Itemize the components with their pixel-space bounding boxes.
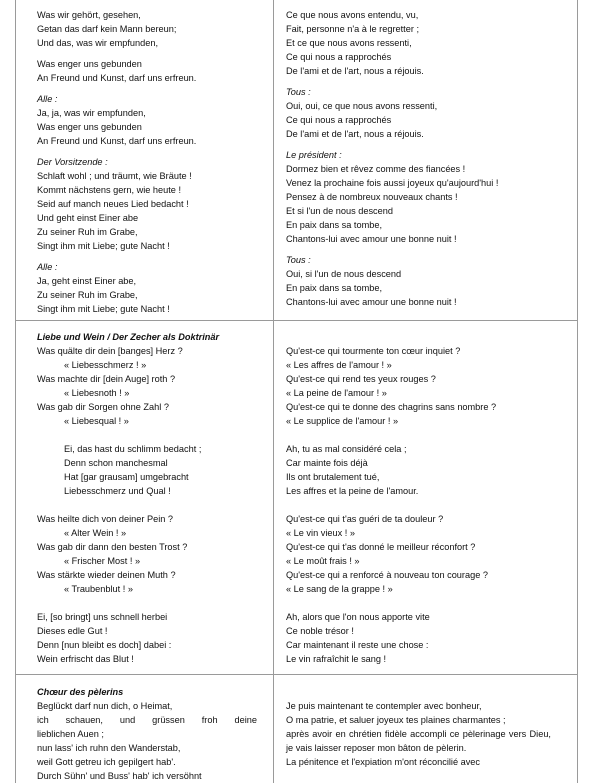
verse-line: Qu'est-ce qui t'as guéri de ta douleur ? <box>286 512 577 526</box>
verse-line: Denn schon manchesmal <box>37 456 273 470</box>
speaker-label: Le président : <box>286 148 577 162</box>
verse-line: Denn [nun bleibt es doch] dabei : <box>37 638 273 652</box>
verse-line: Qu'est-ce qui a renforcé à nouveau ton courage ? <box>286 568 577 582</box>
french-text-cell <box>274 0 578 321</box>
verse-line: Ja, geht einst Einer abe, <box>37 274 273 288</box>
verse-block <box>37 57 273 85</box>
verse-line: Was gab dir dann den besten Trost ? <box>37 540 273 554</box>
verse-line: Qu'est-ce qui tourmente ton cœur inquiet ? <box>286 344 577 358</box>
song-title: Chœur des pèlerins <box>37 685 257 699</box>
verse-line: « Le moût frais ! » <box>286 554 577 568</box>
french-text-cell <box>274 675 578 783</box>
verse-line: Et ce que nous avons ressenti, <box>286 36 577 50</box>
verse-line: « Le vin vieux ! » <box>286 526 577 540</box>
verse-line: « Liebesnoth ! » <box>37 386 273 400</box>
verse-line: Pensez à de nombreux nouveaux chants ! <box>286 190 577 204</box>
verse-paragraph: après avoir en chrétien fidèle accompli ce pèlerinage vers Dieu, je vais laisser reposer mon bâton de pèlerin. <box>286 727 551 755</box>
german-text-cell <box>16 321 274 675</box>
verse-line: « La peine de l'amour ! » <box>286 386 577 400</box>
verse-line: An Freund und Kunst, darf uns erfreun. <box>37 71 273 85</box>
verse-line: Ah, tu as mal considéré cela ; <box>286 442 577 456</box>
verse-line: Und geht einst Einer abe <box>37 211 273 225</box>
verse-line: Ce que nous avons entendu, vu, <box>286 8 577 22</box>
verse-line: Was wir gehört, gesehen, <box>37 8 273 22</box>
lyrics-table <box>15 0 578 783</box>
verse-line: Les affres et la peine de l'amour. <box>286 484 577 498</box>
verse-line: De l'ami et de l'art, nous a réjouis. <box>286 64 577 78</box>
speaker-label: Der Vorsitzende : <box>37 155 273 169</box>
verse-line: Ce qui nous a rapprochés <box>286 113 577 127</box>
table-row <box>16 0 578 321</box>
verse-line: O ma patrie, et saluer joyeux tes plaines charmantes ; <box>286 713 551 727</box>
verse-line: La pénitence et l'expiation m'ont réconcilié avec <box>286 755 551 769</box>
speaker-label: Tous : <box>286 85 577 99</box>
verse-line: Qu'est-ce qui rend tes yeux rouges ? <box>286 372 577 386</box>
verse-line: Zu seiner Ruh im Grabe, <box>37 225 273 239</box>
verse-line: Ja, ja, was wir empfunden, <box>37 106 273 120</box>
verse-line: Oui, si l'un de nous descend <box>286 267 577 281</box>
verse-line: « Liebesschmerz ! » <box>37 358 273 372</box>
song-title: Liebe und Wein / Der Zecher als Doktrinär <box>37 330 273 344</box>
verse-line: Was enger uns gebunden <box>37 57 273 71</box>
verse-line: Chantons-lui avec amour une bonne nuit ! <box>286 295 577 309</box>
verse-line: Was enger uns gebunden <box>37 120 273 134</box>
verse-line: An Freund und Kunst, darf uns erfreun. <box>37 134 273 148</box>
verse-line: Was stärkte wieder deinen Muth ? <box>37 568 273 582</box>
verse-line: Zu seiner Ruh im Grabe, <box>37 288 273 302</box>
german-text-cell <box>16 0 274 321</box>
verse-line: Was heilte dich von deiner Pein ? <box>37 512 273 526</box>
verse-line: Ah, alors que l'on nous apporte vite <box>286 610 577 624</box>
verse-line: « Le sang de la grappe ! » <box>286 582 577 596</box>
speaker-label: Tous : <box>286 253 577 267</box>
verse-line: Liebesschmerz und Qual ! <box>37 484 273 498</box>
verse-line: nun lass' ich ruhn den Wanderstab, <box>37 741 257 755</box>
verse-line: « Les affres de l'amour ! » <box>286 358 577 372</box>
verse-line: « Le supplice de l'amour ! » <box>286 414 577 428</box>
verse-line: « Frischer Most ! » <box>37 554 273 568</box>
verse-line: Und das, was wir empfunden, <box>37 36 273 50</box>
verse-line: « Liebesqual ! » <box>37 414 273 428</box>
verse-line: Was quälte dir dein [banges] Herz ? <box>37 344 273 358</box>
verse-line: Car mainte fois déjà <box>286 456 577 470</box>
french-text-cell <box>274 321 578 675</box>
verse-line: Seid auf manch neues Lied bedacht ! <box>37 197 273 211</box>
verse-line: Wein erfrischt das Blut ! <box>37 652 273 666</box>
verse-line: weil Gott getreu ich gepilgert hab'. <box>37 755 257 769</box>
verse-line: Hat [gar grausam] umgebracht <box>37 470 273 484</box>
verse-line: Car maintenant il reste une chose : <box>286 638 577 652</box>
table-row <box>16 675 578 783</box>
speaker-label: Alle : <box>37 260 273 274</box>
verse-line: Schlaft wohl ; und träumt, wie Bräute ! <box>37 169 273 183</box>
speaker-label: Alle : <box>37 92 273 106</box>
verse-line: Le vin rafraîchit le sang ! <box>286 652 577 666</box>
verse-block <box>37 8 273 50</box>
verse-line: En paix dans sa tombe, <box>286 281 577 295</box>
verse-line: Kommt nächstens gern, wie heute ! <box>37 183 273 197</box>
verse-line: Was gab dir Sorgen ohne Zahl ? <box>37 400 273 414</box>
verse-line: De l'ami et de l'art, nous a réjouis. <box>286 127 577 141</box>
verse-line: Ei, das hast du schlimm bedacht ; <box>37 442 273 456</box>
verse-line: Beglückt darf nun dich, o Heimat, <box>37 699 257 713</box>
verse-line: Ils ont brutalement tué, <box>286 470 577 484</box>
german-text-cell <box>16 675 274 783</box>
verse-line: Was machte dir [dein Auge] roth ? <box>37 372 273 386</box>
verse-line: lieblichen Auen ; <box>37 727 257 741</box>
verse-line: Singt ihm mit Liebe; gute Nacht ! <box>37 239 273 253</box>
table-row <box>16 321 578 675</box>
verse-line: Ei, [so bringt] uns schnell herbei <box>37 610 273 624</box>
verse-line: Qu'est-ce qui te donne des chagrins sans nombre ? <box>286 400 577 414</box>
verse-line: Chantons-lui avec amour une bonne nuit ! <box>286 232 577 246</box>
verse-line: Et si l'un de nous descend <box>286 204 577 218</box>
verse-line: Dormez bien et rêvez comme des fiancées ! <box>286 162 577 176</box>
verse-line: « Alter Wein ! » <box>37 526 273 540</box>
verse-line: Ce noble trésor ! <box>286 624 577 638</box>
verse-line: Singt ihm mit Liebe; gute Nacht ! <box>37 302 273 316</box>
verse-line: Qu'est-ce qui t'as donné le meilleur réconfort ? <box>286 540 577 554</box>
verse-line: Venez la prochaine fois aussi joyeux qu'aujourd'hui ! <box>286 176 577 190</box>
verse-line: « Traubenblut ! » <box>37 582 273 596</box>
verse-line: Dieses edle Gut ! <box>37 624 273 638</box>
verse-line: ich schauen, und grüssen froh deine <box>37 713 257 727</box>
verse-line: Durch Sühn' und Buss' hab' ich versöhnt <box>37 769 257 783</box>
verse-line: Je puis maintenant te contempler avec bonheur, <box>286 699 551 713</box>
verse-line: Getan das darf kein Mann bereun; <box>37 22 273 36</box>
verse-line: Ce qui nous a rapprochés <box>286 50 577 64</box>
verse-line: Fait, personne n'a à le regretter ; <box>286 22 577 36</box>
verse-line: Oui, oui, ce que nous avons ressenti, <box>286 99 577 113</box>
verse-line: En paix dans sa tombe, <box>286 218 577 232</box>
